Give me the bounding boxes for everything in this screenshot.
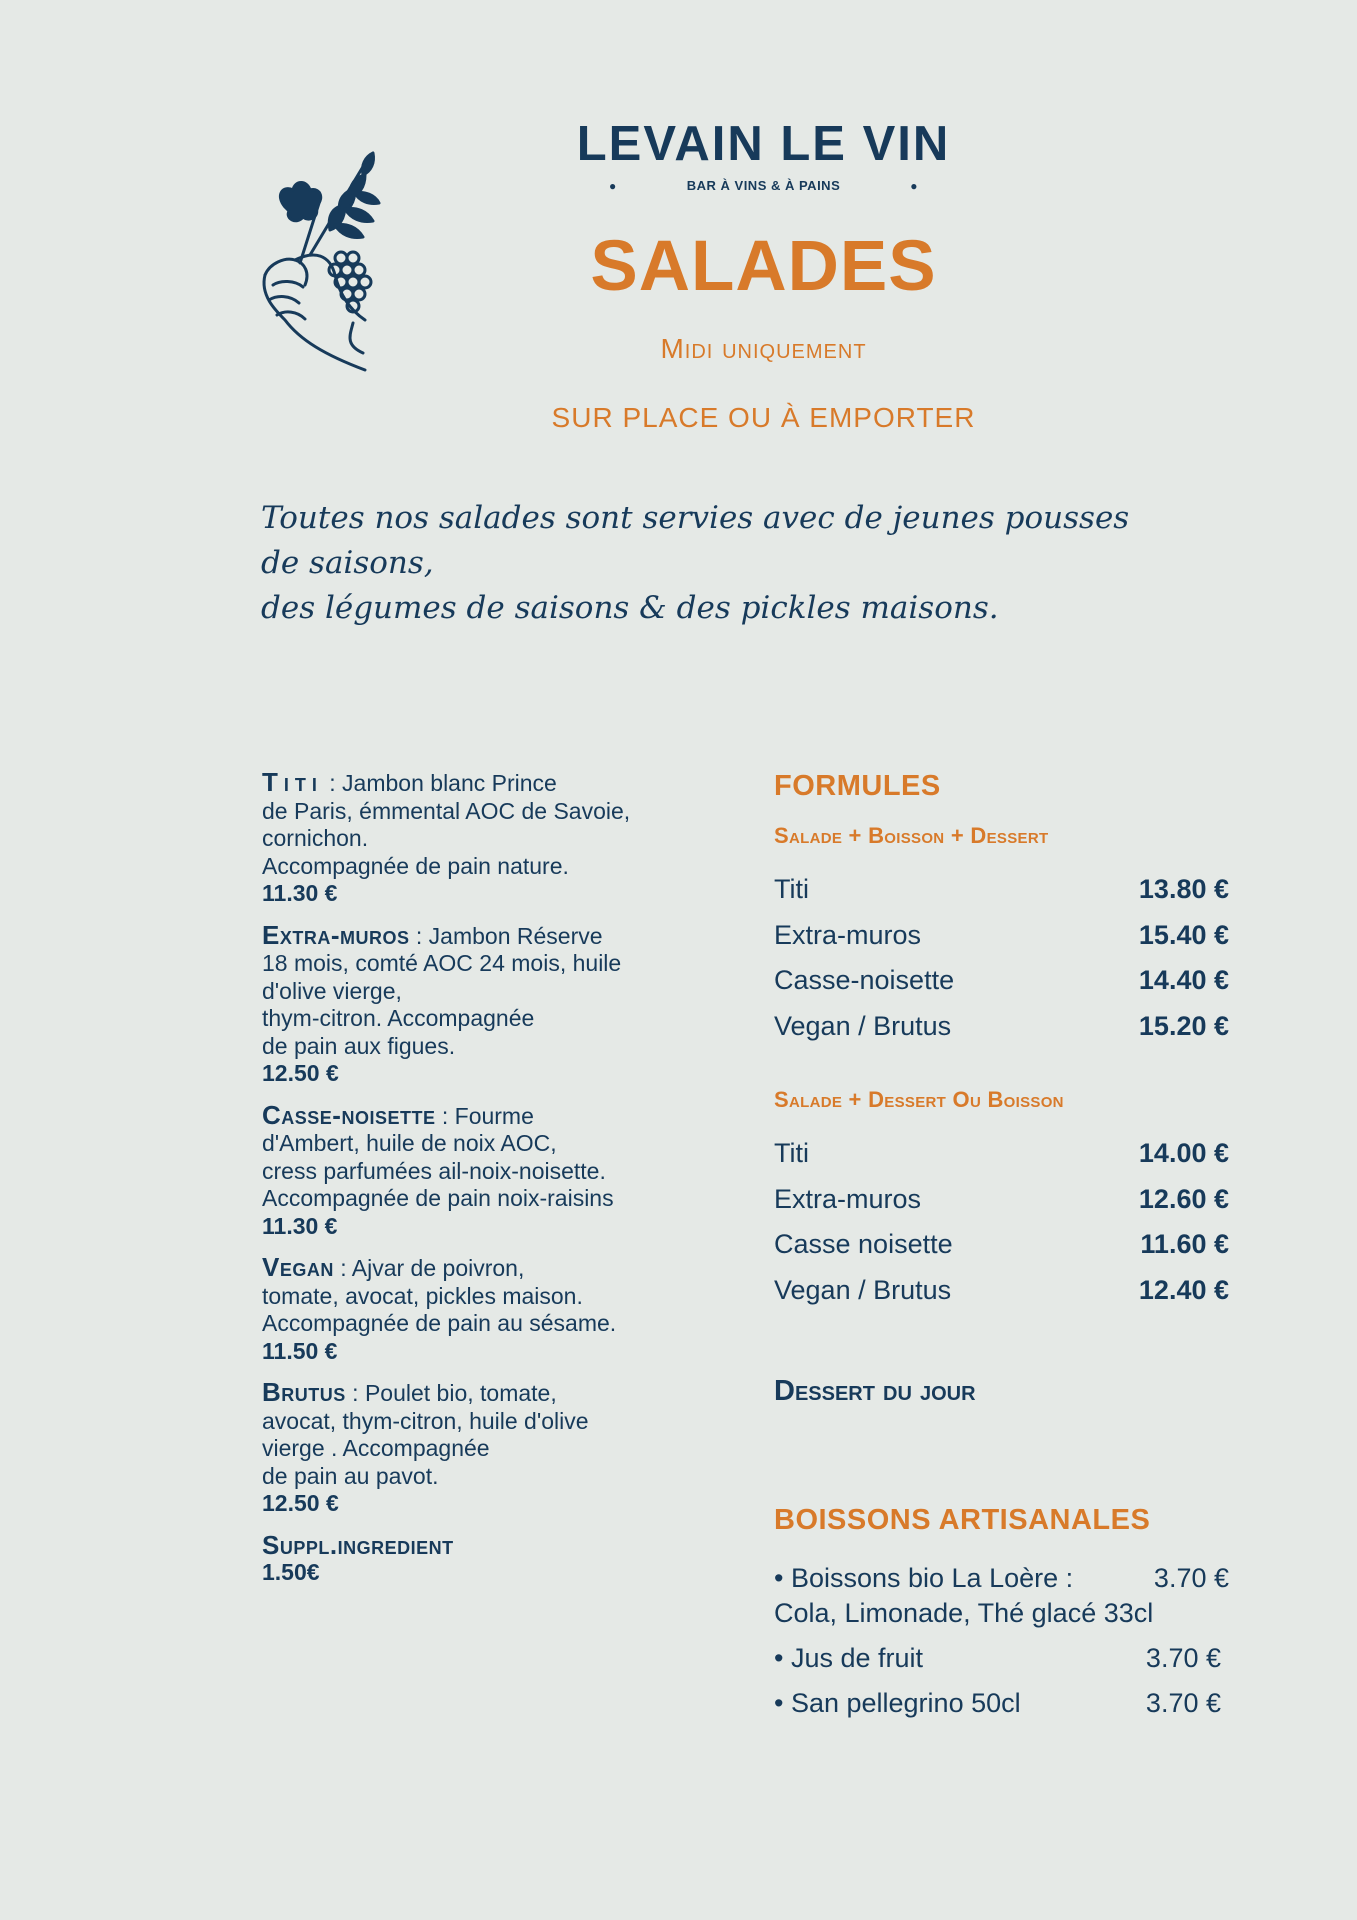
salad-desc-line: thym-citron. Accompagnée (262, 1005, 535, 1031)
salad-price: 11.50 € (262, 1337, 338, 1364)
formule-row (774, 958, 1229, 1004)
formule-label: Casse-noisette (774, 965, 955, 996)
boisson-row (774, 1686, 1229, 1721)
formule-label: Extra-muros (774, 919, 922, 950)
salad-name: Extra-muros (262, 919, 410, 950)
formule-price: 11.60 € (1140, 1229, 1229, 1260)
salad-item-titi (262, 769, 722, 908)
salad-desc-line: : Jambon blanc Prince (329, 770, 557, 796)
salad-desc-line: Accompagnée de pain au sésame. (262, 1310, 617, 1336)
salad-desc-line: d'Ambert, huile de noix AOC, (262, 1130, 557, 1156)
boissons-title: BOISSONS ARTISANALES (774, 1504, 1151, 1536)
salad-item-casse-noisette (262, 1099, 722, 1241)
salad-name: Vegan (262, 1252, 334, 1282)
formule-label: Titi (774, 1138, 809, 1169)
salad-item-vegan (262, 1254, 722, 1365)
formule-group-1 (774, 867, 1229, 1049)
boisson-row (774, 1561, 1229, 1596)
formule-price: 12.40 € (1138, 1274, 1229, 1305)
salad-desc-line: : Ajvar de poivron, (340, 1255, 525, 1281)
boisson-price: 3.70 € (1153, 1563, 1229, 1593)
salad-price: 11.30 € (262, 1212, 338, 1239)
formule-row (774, 1268, 1229, 1314)
formule-label: Vegan / Brutus (774, 1010, 952, 1041)
bullet-icon: ● (609, 179, 617, 193)
page-title: SALADES (590, 227, 937, 306)
formule-row (774, 913, 1229, 959)
boisson-label: • Jus de fruit (774, 1643, 924, 1673)
boissons-list (774, 1561, 1229, 1721)
salad-desc-line: Accompagnée de pain nature. (262, 852, 569, 879)
salad-desc-line: cress parfumées ail-noix-noisette. (262, 1157, 606, 1184)
salad-desc-line: : Jambon Réserve (415, 922, 603, 949)
formule-group-2 (774, 1131, 1229, 1313)
formule-price: 14.00 € (1138, 1138, 1229, 1169)
formule-label: Titi (774, 874, 809, 905)
salad-desc-line: : Fourme (441, 1102, 534, 1129)
salad-item-brutus (262, 1379, 722, 1518)
boisson-price: 3.70 € (1145, 1643, 1221, 1673)
salad-desc-line: cornichon. (262, 825, 369, 851)
tagline-text: BAR À VINS & À PAINS (686, 178, 841, 193)
salad-price: 11.30 € (262, 880, 338, 906)
boisson-row (774, 1641, 1229, 1676)
brand-tagline (85, 178, 1357, 193)
salad-price: 1.50€ (262, 1559, 320, 1585)
subtitle-lunch-only: Midi uniquement (660, 333, 867, 364)
salad-desc-line: vierge . Accompagnée (262, 1435, 490, 1461)
boisson-label: • Boissons bio La Loère : (774, 1563, 1074, 1593)
intro-line: Toutes nos salades sont servies avec de jeunes pousses de saisons, (261, 500, 1130, 581)
formule-row (774, 1177, 1229, 1223)
formule-row (774, 1131, 1229, 1177)
boisson-detail: Cola, Limonade, Thé glacé 33cl (774, 1598, 1154, 1628)
salad-name: Casse-noisette (262, 1099, 436, 1130)
intro-line: des légumes de saisons & des pickles maisons. (261, 590, 999, 626)
formule-price: 14.40 € (1138, 965, 1229, 996)
salad-list (262, 769, 722, 1601)
salad-desc-line: de Paris, émmental AOC de Savoie, (262, 797, 631, 824)
intro-text (261, 496, 1161, 631)
formule-label: Vegan / Brutus (774, 1274, 952, 1305)
salad-price: 12.50 € (262, 1060, 339, 1086)
formule-row (774, 867, 1229, 913)
salad-desc-line: tomate, avocat, pickles maison. (262, 1282, 583, 1309)
salad-desc-line: 18 mois, comté AOC 24 mois, huile (262, 950, 622, 976)
formule-label: Extra-muros (774, 1183, 922, 1214)
subtitle-takeaway: SUR PLACE OU À EMPORTER (551, 402, 976, 433)
formule-price: 15.20 € (1138, 1010, 1229, 1041)
salad-desc-line: de pain au pavot. (262, 1462, 439, 1489)
salad-item-extra-muros (262, 919, 722, 1088)
salad-name: Titi (262, 767, 323, 797)
formule-price: 15.40 € (1138, 919, 1229, 950)
salad-price: 12.50 € (262, 1490, 339, 1516)
bullet-icon: ● (910, 179, 918, 193)
salad-desc-line: : Poulet bio, tomate, (352, 1380, 557, 1406)
salad-desc-line: Accompagnée de pain noix-raisins (262, 1185, 614, 1211)
salad-name: Brutus (262, 1377, 346, 1407)
dessert-title: Dessert du jour (774, 1375, 976, 1407)
formules-column (774, 770, 1229, 1721)
brand-name: LEVAIN LE VIN (576, 117, 951, 171)
salad-desc-line: de pain aux figues. (262, 1032, 456, 1059)
salad-desc-line: avocat, thym-citron, huile d'olive (262, 1407, 589, 1434)
boisson-label: • San pellegrino 50cl (774, 1688, 1021, 1718)
formule-price: 13.80 € (1138, 874, 1229, 905)
salad-desc-line: d'olive vierge, (262, 977, 402, 1004)
formule-group-title: Salade + Dessert Ou Boisson (774, 1087, 1064, 1112)
salad-name: Suppl.ingredient (262, 1529, 454, 1560)
formule-group-title: Salade + Boisson + Dessert (774, 823, 1049, 848)
formule-row (774, 1004, 1229, 1050)
formule-row (774, 1222, 1229, 1268)
formule-label: Casse noisette (774, 1229, 953, 1260)
formule-price: 12.60 € (1138, 1183, 1229, 1214)
salad-item-supplement (262, 1529, 722, 1587)
boisson-price: 3.70 € (1145, 1688, 1221, 1718)
formules-title: FORMULES (774, 770, 941, 802)
